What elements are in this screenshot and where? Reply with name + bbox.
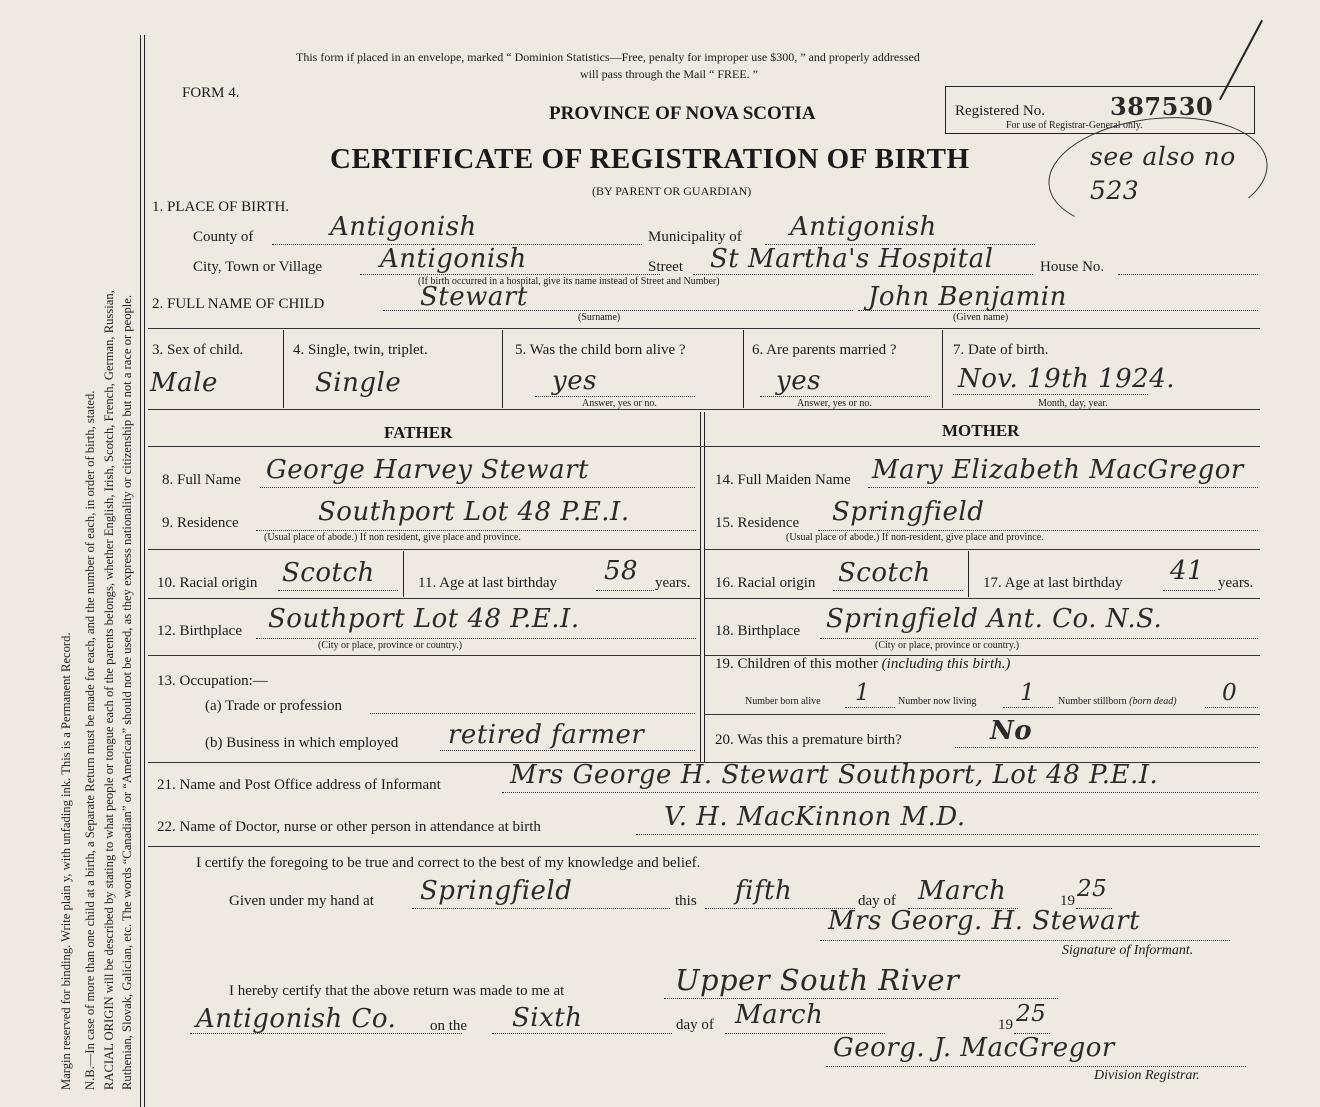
child-surname: Stewart [420,282,528,312]
this-label: this [675,893,697,909]
registrar-place-value: Upper South River [675,963,960,997]
children-label [715,656,1010,673]
father-bp-value: Southport Lot 48 P.E.I. [268,604,580,634]
trade-label: (a) Trade or profession [205,698,343,714]
father-age-line [596,590,654,591]
sex-label: 3. Sex of child. [152,342,244,358]
registrar-statement: I hereby certify that the above return was made to me at [229,983,565,999]
certificate-subtitle: (BY PARENT OR GUARDIAN) [592,184,752,198]
children-note: (including this birth.) [881,656,1011,672]
certify-day-label: day of [858,893,896,909]
county-label: County of [193,229,254,245]
street-label: Street [648,259,683,275]
dob-note: Month, day, year. [1038,398,1108,409]
given-place-value: Springfield [420,876,573,906]
informant-signature-line [820,940,1230,941]
rule-after-residence [148,549,700,550]
given-line [858,310,1258,311]
registrar-place-line [664,998,1058,999]
mother-heading: MOTHER [942,421,1020,440]
living-value: 1 [1020,680,1036,706]
divider-4-5 [502,330,503,408]
certify-day-value: fifth [735,876,793,906]
place-of-birth-heading: 1. PLACE OF BIRTH. [152,199,290,215]
province-heading: PROVINCE OF NOVA SCOTIA [549,103,816,124]
rule-after-row [148,409,1260,410]
rule-under-headings [148,446,1260,447]
living-label: Number now living [898,696,977,707]
born-alive-line [845,707,895,708]
registrar-year-value: 25 [1016,1001,1047,1027]
mother-name-label: 14. Full Maiden Name [715,472,851,488]
father-years: years. [655,575,691,591]
rule-before-premature [705,714,1260,715]
father-res-line [256,530,696,531]
rule-after-age [148,598,700,599]
sex-value: Male [150,368,218,398]
binding-margin-line [140,35,141,1107]
registrar-year-prefix: 19 [998,1017,1013,1033]
child-name-label: 2. FULL NAME OF CHILD [152,296,325,312]
father-race-divider [403,551,404,597]
see-also-note: see also no 523 [1090,142,1236,205]
father-heading: FATHER [384,423,453,442]
born-alive-label: Number born alive [745,696,821,707]
alive-note: Answer, yes or no. [582,398,657,409]
father-race-value: Scotch [282,558,375,588]
municipality-value: Antigonish [790,212,937,242]
rule-after-birthplace [148,655,700,656]
house-line [1118,274,1258,275]
trade-line [370,713,695,714]
mother-res-label: 15. Residence [715,515,800,531]
certificate-title: CERTIFICATE OF REGISTRATION OF BIRTH [330,143,970,175]
surname-note: (Surname) [578,312,621,323]
occupation-label: 13. Occupation:— [157,673,268,689]
informant-label: 21. Name and Post Office address of Informant [157,777,441,793]
registrar-day-line [492,1033,672,1034]
registrar-month-value: March [735,1000,824,1030]
father-res-label: 9. Residence [162,515,239,531]
mother-bp-label: 18. Birthplace [715,623,800,639]
mail-notice-line-1: This form if placed in an envelope, marked “ Dominion Statistics—Free, penalty for improper use $300, ” and properly addressed [296,50,920,64]
street-line [693,274,1033,275]
city-line [360,274,660,275]
mother-years: years. [1218,575,1254,591]
mother-age-value: 41 [1170,556,1205,586]
given-place-line [412,908,670,909]
married-line [760,396,930,397]
mother-age-line [1163,590,1215,591]
alive-line [535,396,695,397]
registered-number: 387530 [1110,92,1214,121]
business-line [440,750,695,751]
mother-bp-value: Springfield Ant. Co. N.S. [826,604,1163,634]
margin-note-racial-origin-1: RACIAL ORIGIN will be described by stating to what people or tongue each of the parents belongs, whether English, Irish, Scotch, French, German, Russian, [102,290,116,1090]
stillborn-line [1205,707,1258,708]
alive-label: 5. Was the child born alive ? [515,342,686,358]
married-label: 6. Are parents married ? [752,342,897,358]
stillborn-value: 0 [1222,680,1238,706]
margin-note-racial-origin-2: Ruthenian, Slovak, Galician, etc. The words “Canadian” or “American” should not be used, as they express nationality or citizenship but not a race or people. [120,294,134,1090]
business-label: (b) Business in which employed [205,735,399,751]
city-value: Antigonish [380,244,527,274]
business-value: retired farmer [448,720,645,750]
registrar-signature: Georg. J. MacGregor [833,1033,1115,1063]
mother-res-line [818,530,1258,531]
rule-after-age-m [705,598,1260,599]
binding-margin-line-2 [144,35,145,1107]
mother-name-line [868,487,1258,488]
mother-res-note: (Usual place of abode.) If non-resident, give place and province. [786,532,1044,543]
born-alive-value: 1 [855,680,871,706]
child-given-name: John Benjamin [868,282,1067,312]
father-bp-line [256,638,696,639]
father-bp-note: (City or place, province or country.) [318,640,463,651]
margin-note-multiple-births: N.B.—In case of more than one child at a birth, a Separate Return must be made for each, and the number of each, in order of birth, stated. [83,390,97,1090]
street-value: St Martha's Hospital [710,244,994,274]
divider-3-4 [283,330,284,408]
father-res-value: Southport Lot 48 P.E.I. [318,497,630,527]
divider-6-7 [942,330,943,408]
married-note: Answer, yes or no. [797,398,872,409]
margin-note-binding: Margin reserved for binding. Write plain y, with unfading ink. This is a Permanent Record. [59,632,73,1090]
given-under-label: Given under my hand at [229,893,374,909]
dob-label: 7. Date of birth. [953,342,1049,358]
registrar-county-line [190,1033,462,1034]
house-label: House No. [1040,259,1105,275]
surname-line [383,310,853,311]
premature-label: 20. Was this a premature birth? [715,732,902,748]
father-name-line [260,487,695,488]
father-age-label: 11. Age at last birthday [418,575,557,591]
single-label: 4. Single, twin, triplet. [293,342,428,358]
doctor-value: V. H. MacKinnon M.D. [664,802,966,832]
mother-res-value: Springfield [832,497,985,527]
rule-after-name [148,328,1260,329]
mother-race-divider [968,551,969,597]
father-race-label: 10. Racial origin [157,575,258,591]
premature-value: No [990,716,1033,746]
single-value: Single [315,368,402,398]
registrar-county-value: Antigonish Co. [196,1004,397,1034]
divider-5-6 [743,330,744,408]
certify-statement: I certify the foregoing to be true and correct to the best of my knowledge and belief. [196,855,701,871]
registrar-signature-label: Division Registrar. [1094,1068,1200,1083]
registered-note: For use of Registrar-General only. [1006,120,1143,131]
father-res-note: (Usual place of abode.) If non resident, give place and province. [264,532,521,543]
mother-age-label: 17. Age at last birthday [983,575,1123,591]
father-bp-label: 12. Birthplace [157,623,242,639]
given-note: (Given name) [953,312,1009,323]
center-divider [700,412,701,762]
registrar-day-label: day of [676,1017,714,1033]
dob-line [953,394,1148,395]
registrar-on-label: on the [430,1018,468,1034]
father-age-value: 58 [604,556,639,586]
informant-signature-label: Signature of Informant. [1062,943,1194,958]
rule-before-certify [148,846,1260,847]
mother-bp-line [820,638,1258,639]
registered-label: Registered No. [955,103,1045,119]
rule-after-residence-m [705,549,1260,550]
father-name-value: George Harvey Stewart [266,455,589,485]
certify-month-value: March [918,876,1007,906]
mother-race-value: Scotch [838,558,931,588]
living-line [1003,707,1053,708]
form-number: FORM 4. [182,85,240,101]
center-divider-2 [704,412,705,762]
stillborn-note: (born dead) [1129,696,1177,707]
registrar-signature-line [826,1066,1246,1067]
mother-bp-note: (City or place, province or country.) [875,640,1020,651]
municipality-label: Municipality of [648,229,742,245]
mother-race-line [833,590,963,591]
mother-name-value: Mary Elizabeth MacGregor [872,455,1244,485]
dob-value: Nov. 19th 1924. [958,364,1176,394]
registrar-day-value: Sixth [512,1003,583,1033]
informant-line [502,792,1258,793]
stillborn-label-text: Number stillborn [1058,696,1127,707]
father-race-line [278,590,398,591]
alive-value: yes [552,366,597,396]
mail-notice-line-2: will pass through the Mail “ FREE. ” [580,67,758,81]
married-value: yes [776,366,821,396]
stillborn-label [1058,696,1177,707]
city-label: City, Town or Village [193,259,323,275]
certify-year-value: 25 [1077,876,1108,902]
certify-year-prefix: 19 [1060,893,1075,909]
premature-line [955,747,1258,748]
doctor-label: 22. Name of Doctor, nurse or other person in attendance at birth [157,819,541,835]
informant-value: Mrs George H. Stewart Southport, Lot 48 P.E.I. [510,760,1159,790]
informant-signature: Mrs Georg. H. Stewart [828,906,1141,936]
county-value: Antigonish [330,212,477,242]
mother-race-label: 16. Racial origin [715,575,816,591]
hospital-note: (If birth occurred in a hospital, give its name instead of Street and Number) [418,276,720,287]
father-name-label: 8. Full Name [162,472,241,488]
doctor-line [636,834,1258,835]
children-label-text: 19. Children of this mother [715,656,878,672]
